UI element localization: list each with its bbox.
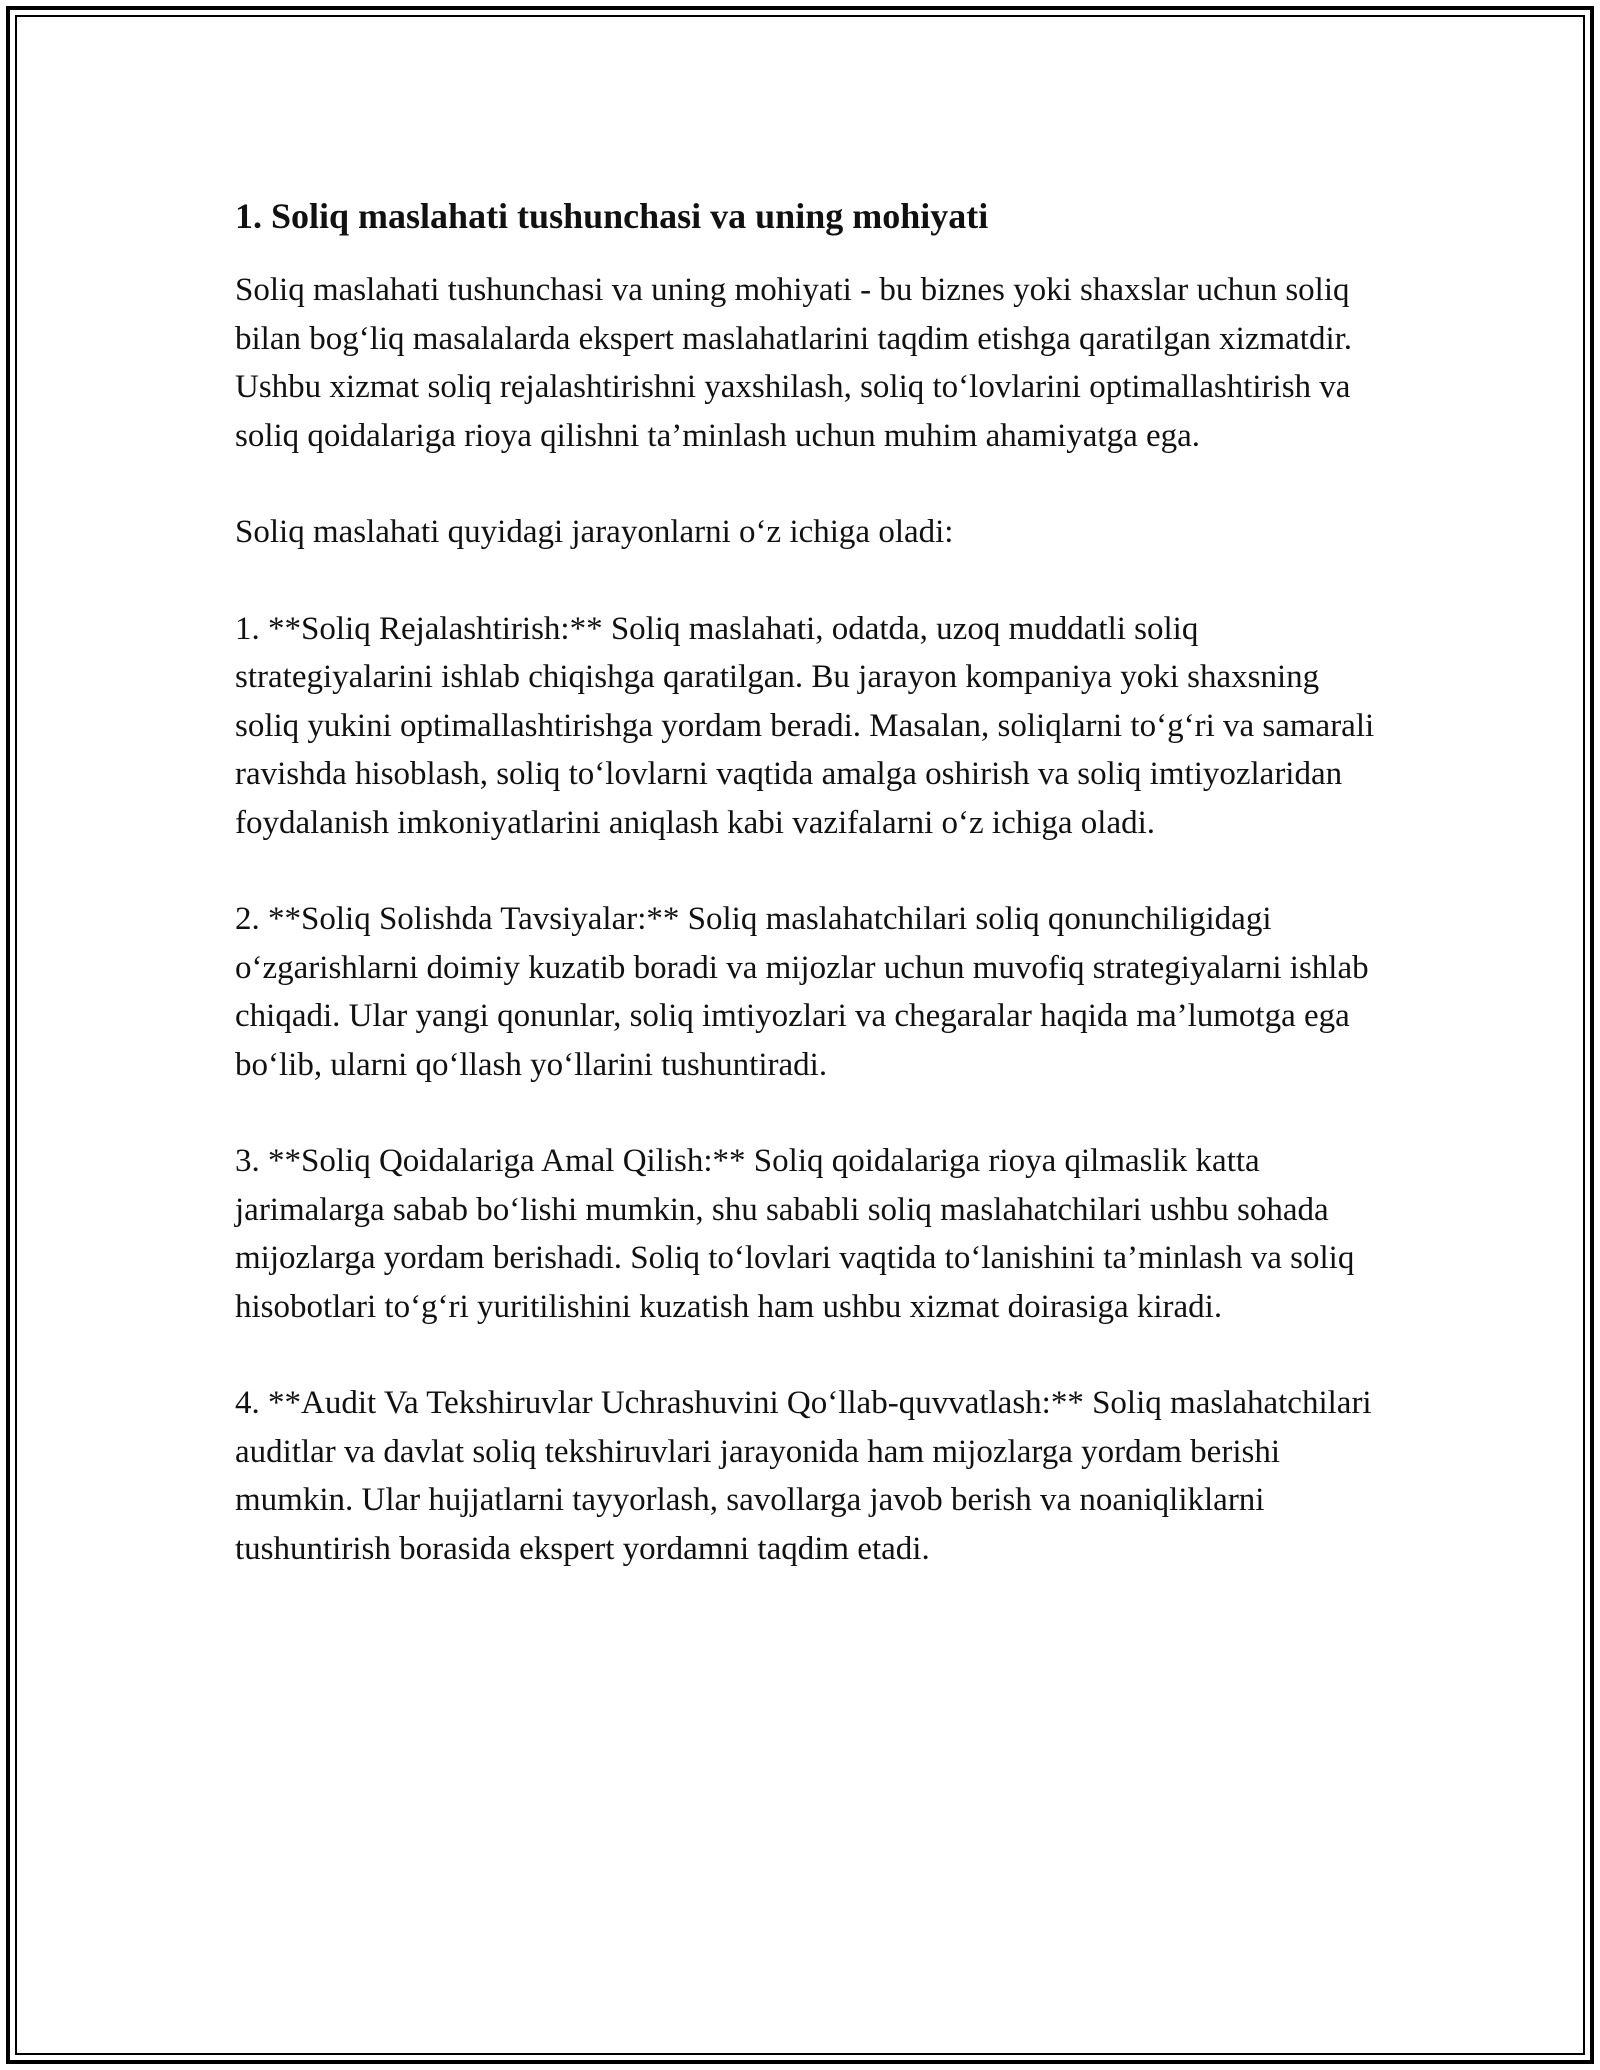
section-heading: 1. Soliq maslahati tushunchasi va uning mohiyati xyxy=(235,196,989,236)
intro-paragraph: Soliq maslahati tushunchasi va uning mohiyati - bu biznes yoki shaxslar uchun soliq bilan bog‘liq masalalarda ekspert maslahatlarini taqdim etishga qaratilgan xizmatdir. Ushbu xizmat soliq rejalashtirishni yaxshilash, soliq to‘lovlarini optimallashtirish va soliq qoidalariga rioya qilishni ta’minlash uchun muhim ahamiyatga ega. xyxy=(235,272,1353,454)
list-item-audit-support: 4. **Audit Va Tekshiruvlar Uchrashuvini Qo‘llab-quvvatlash:** Soliq maslahatchilari auditlar va davlat soliq tekshiruvlari jarayonida ham mijozlarga yordam berishi mumkin. Ular hujjatlarni tayyorlash, savollarga javob berish va noaniqliklarni tushuntirish borasida ekspert yordamni taqdim etadi. xyxy=(235,1385,1372,1567)
list-item-tax-planning: 1. **Soliq Rejalashtirish:** Soliq maslahati, odatda, uzoq muddatli soliq strategiyalarini ishlab chiqishga qaratilgan. Bu jarayon kompaniya yoki shaxsning soliq yukini optimallashtirishga yordam beradi. Masalan, soliqlarni to‘g‘ri va samarali ravishda hisoblash, soliq to‘lovlarni vaqtida amalga oshirish va soliq imtiyozlaridan foydalanish imkoniyatlarini aniqlash kabi vazifalarni o‘z ichiga oladi. xyxy=(235,610,1375,841)
document-body xyxy=(235,188,1375,1621)
list-item-tax-recommendations: 2. **Soliq Solishda Tavsiyalar:** Soliq maslahatchilari soliq qonunchiligidagi o‘zgarishlarni doimiy kuzatib boradi va mijozlar uchun muvofiq strategiyalarni ishlab chiqadi. Ular yangi qonunlar, soliq imtiyozlari va chegaralar haqida ma’lumotga ega bo‘lib, ularni qo‘llash yo‘llarini tushuntiradi. xyxy=(235,901,1369,1083)
list-intro-paragraph: Soliq maslahati quyidagi jarayonlarni o‘z ichiga oladi: xyxy=(235,514,954,550)
list-item-tax-compliance: 3. **Soliq Qoidalariga Amal Qilish:** Soliq qoidalariga rioya qilmaslik katta jarimalarga sabab bo‘lishi mumkin, shu sababli soliq maslahatchilari ushbu sohada mijozlarga yordam berishadi. Soliq to‘lovlari vaqtida to‘lanishini ta’minlash va soliq hisobotlari to‘g‘ri yuritilishini kuzatish ham ushbu xizmat doirasiga kiradi. xyxy=(235,1143,1355,1325)
